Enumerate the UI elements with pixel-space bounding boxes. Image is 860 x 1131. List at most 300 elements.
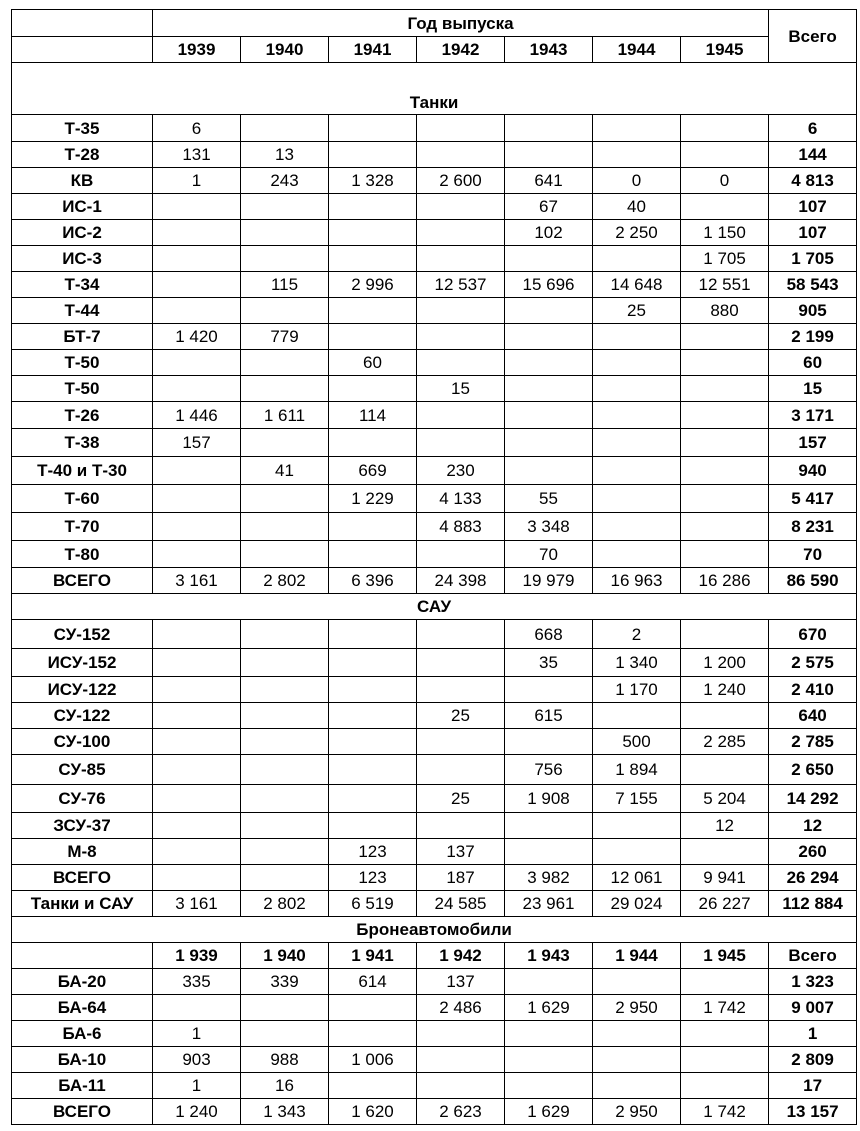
value-cell: 1 420 (153, 324, 241, 350)
value-cell (241, 298, 329, 324)
value-cell: 7 155 (593, 785, 681, 813)
value-cell (593, 350, 681, 376)
value-cell (153, 620, 241, 649)
value-cell: 5 204 (681, 785, 769, 813)
value-cell (153, 246, 241, 272)
value-cell (417, 142, 505, 168)
row-total: 2 199 (769, 324, 857, 350)
value-cell: 1 006 (329, 1047, 417, 1073)
value-cell (505, 246, 593, 272)
section-row (12, 594, 857, 620)
row-total: 640 (769, 703, 857, 729)
row-label: Т-80 (12, 541, 153, 568)
value-cell (505, 1073, 593, 1099)
value-cell: 1 611 (241, 402, 329, 429)
value-cell: 35 (505, 649, 593, 677)
table-row (12, 324, 857, 350)
row-label: КВ (12, 168, 153, 194)
table-row (12, 729, 857, 755)
value-cell (241, 194, 329, 220)
table-row (12, 429, 857, 457)
value-cell: 187 (417, 865, 505, 891)
value-cell: 131 (153, 142, 241, 168)
year-header: 1 945 (681, 943, 769, 969)
value-cell (417, 1073, 505, 1099)
value-cell: 1 (153, 168, 241, 194)
value-cell: 2 250 (593, 220, 681, 246)
section-row (12, 917, 857, 943)
value-cell (241, 649, 329, 677)
value-cell (681, 115, 769, 142)
table-row (12, 142, 857, 168)
value-cell: 137 (417, 969, 505, 995)
row-label: БА-64 (12, 995, 153, 1021)
value-cell (505, 729, 593, 755)
value-cell: 123 (329, 865, 417, 891)
row-total: 112 884 (769, 891, 857, 917)
row-label: Т-44 (12, 298, 153, 324)
row-total: 940 (769, 457, 857, 485)
row-label: БА-10 (12, 1047, 153, 1073)
value-cell (505, 1021, 593, 1047)
value-cell: 70 (505, 541, 593, 568)
table-row (12, 376, 857, 402)
header-row-years (12, 37, 857, 63)
table-row (12, 755, 857, 785)
value-cell: 1 150 (681, 220, 769, 246)
value-cell (505, 298, 593, 324)
value-cell (241, 485, 329, 513)
row-total: 12 (769, 813, 857, 839)
value-cell: 15 696 (505, 272, 593, 298)
value-cell (417, 729, 505, 755)
value-cell (681, 194, 769, 220)
year-header: 1 939 (153, 943, 241, 969)
value-cell (153, 220, 241, 246)
value-cell: 243 (241, 168, 329, 194)
value-cell: 614 (329, 969, 417, 995)
value-cell (681, 541, 769, 568)
value-cell (329, 755, 417, 785)
value-cell: 339 (241, 969, 329, 995)
value-cell (329, 194, 417, 220)
row-total: 905 (769, 298, 857, 324)
value-cell: 880 (681, 298, 769, 324)
row-label: ВСЕГО (12, 1099, 153, 1125)
value-cell (417, 324, 505, 350)
row-total: 5 417 (769, 485, 857, 513)
value-cell (153, 755, 241, 785)
section-row (12, 63, 857, 115)
value-cell: 615 (505, 703, 593, 729)
value-cell (593, 839, 681, 865)
corner-cell (12, 10, 153, 37)
value-cell: 25 (417, 785, 505, 813)
value-cell (417, 1021, 505, 1047)
value-cell: 2 996 (329, 272, 417, 298)
row-label: Т-34 (12, 272, 153, 298)
value-cell: 988 (241, 1047, 329, 1073)
value-cell: 335 (153, 969, 241, 995)
value-cell: 1 170 (593, 677, 681, 703)
year-header: 1942 (417, 37, 505, 63)
value-cell (241, 703, 329, 729)
value-cell: 1 629 (505, 995, 593, 1021)
row-label: ВСЕГО (12, 865, 153, 891)
value-cell (241, 813, 329, 839)
total-header: Всего (769, 10, 857, 63)
table-row (12, 1021, 857, 1047)
value-cell: 1 343 (241, 1099, 329, 1125)
row-total: 6 (769, 115, 857, 142)
table-row (12, 839, 857, 865)
year-header: 1 944 (593, 943, 681, 969)
value-cell (241, 513, 329, 541)
value-cell: 16 963 (593, 568, 681, 594)
value-cell (153, 194, 241, 220)
value-cell (593, 541, 681, 568)
row-total: 86 590 (769, 568, 857, 594)
table-row (12, 350, 857, 376)
value-cell (153, 649, 241, 677)
year-header: 1943 (505, 37, 593, 63)
value-cell (241, 541, 329, 568)
year-header: 1939 (153, 37, 241, 63)
value-cell (153, 541, 241, 568)
value-cell (681, 142, 769, 168)
row-total: 2 410 (769, 677, 857, 703)
value-cell: 2 950 (593, 1099, 681, 1125)
value-cell: 2 802 (241, 891, 329, 917)
value-cell (505, 429, 593, 457)
header-row-years (12, 943, 857, 969)
row-total: 107 (769, 194, 857, 220)
row-total: 8 231 (769, 513, 857, 541)
value-cell: 25 (593, 298, 681, 324)
table-row (12, 115, 857, 142)
value-cell: 1 229 (329, 485, 417, 513)
value-cell: 23 961 (505, 891, 593, 917)
table-row (12, 813, 857, 839)
value-cell: 1 742 (681, 1099, 769, 1125)
value-cell (329, 995, 417, 1021)
value-cell (329, 115, 417, 142)
value-cell: 2 623 (417, 1099, 505, 1125)
value-cell (593, 429, 681, 457)
value-cell (593, 246, 681, 272)
row-total: 15 (769, 376, 857, 402)
year-header: 1945 (681, 37, 769, 63)
value-cell (505, 142, 593, 168)
table-row (12, 457, 857, 485)
value-cell (329, 324, 417, 350)
value-cell: 1 742 (681, 995, 769, 1021)
value-cell: 12 551 (681, 272, 769, 298)
table-row (12, 1047, 857, 1073)
row-total: 157 (769, 429, 857, 457)
table-body (12, 10, 857, 1125)
row-total: 2 809 (769, 1047, 857, 1073)
value-cell (505, 677, 593, 703)
row-label: Т-60 (12, 485, 153, 513)
grand-total-row (12, 891, 857, 917)
value-cell: 641 (505, 168, 593, 194)
value-cell: 2 (593, 620, 681, 649)
row-label: Т-28 (12, 142, 153, 168)
value-cell (329, 513, 417, 541)
table-row (12, 168, 857, 194)
value-cell: 19 979 (505, 568, 593, 594)
row-total: 107 (769, 220, 857, 246)
value-cell (593, 485, 681, 513)
value-cell (593, 513, 681, 541)
value-cell (241, 429, 329, 457)
value-cell: 2 950 (593, 995, 681, 1021)
corner-cell (12, 37, 153, 63)
value-cell (417, 115, 505, 142)
value-cell (681, 376, 769, 402)
value-cell: 1 705 (681, 246, 769, 272)
value-cell (153, 485, 241, 513)
row-label: Т-26 (12, 402, 153, 429)
value-cell (593, 457, 681, 485)
value-cell (417, 677, 505, 703)
value-cell: 12 061 (593, 865, 681, 891)
row-total: 2 785 (769, 729, 857, 755)
value-cell: 500 (593, 729, 681, 755)
value-cell: 25 (417, 703, 505, 729)
value-cell: 756 (505, 755, 593, 785)
value-cell: 903 (153, 1047, 241, 1073)
summary-row (12, 865, 857, 891)
value-cell: 669 (329, 457, 417, 485)
section-title-armored-cars: Бронеавтомобили (12, 917, 857, 943)
row-label: СУ-122 (12, 703, 153, 729)
year-header: 1944 (593, 37, 681, 63)
value-cell (505, 1047, 593, 1073)
table-row (12, 649, 857, 677)
table-row (12, 272, 857, 298)
row-label: СУ-76 (12, 785, 153, 813)
summary-row (12, 568, 857, 594)
table-row (12, 1073, 857, 1099)
value-cell (681, 457, 769, 485)
value-cell: 15 (417, 376, 505, 402)
row-total: 58 543 (769, 272, 857, 298)
table-row (12, 220, 857, 246)
value-cell (241, 220, 329, 246)
value-cell (505, 376, 593, 402)
value-cell (593, 115, 681, 142)
value-cell (329, 1073, 417, 1099)
value-cell (153, 298, 241, 324)
table-row (12, 969, 857, 995)
value-cell (241, 376, 329, 402)
row-label: СУ-85 (12, 755, 153, 785)
section-title-sau: САУ (12, 594, 857, 620)
value-cell: 3 348 (505, 513, 593, 541)
section-title-tanks: Танки (12, 63, 857, 115)
value-cell: 60 (329, 350, 417, 376)
table-row (12, 541, 857, 568)
value-cell: 3 161 (153, 568, 241, 594)
value-cell: 1 620 (329, 1099, 417, 1125)
year-header: 1 942 (417, 943, 505, 969)
value-cell (681, 1021, 769, 1047)
value-cell: 114 (329, 402, 417, 429)
value-cell (241, 729, 329, 755)
value-cell: 4 883 (417, 513, 505, 541)
value-cell (505, 457, 593, 485)
value-cell (153, 785, 241, 813)
row-total: 4 813 (769, 168, 857, 194)
row-total: 60 (769, 350, 857, 376)
value-cell (505, 813, 593, 839)
row-label: Танки и САУ (12, 891, 153, 917)
table-row (12, 194, 857, 220)
value-cell: 779 (241, 324, 329, 350)
value-cell: 12 (681, 813, 769, 839)
value-cell (329, 703, 417, 729)
row-label: Т-38 (12, 429, 153, 457)
value-cell (417, 1047, 505, 1073)
value-cell (593, 402, 681, 429)
row-label: Т-35 (12, 115, 153, 142)
year-header: 1 943 (505, 943, 593, 969)
value-cell (681, 513, 769, 541)
value-cell (417, 649, 505, 677)
value-cell (593, 969, 681, 995)
value-cell: 1 894 (593, 755, 681, 785)
value-cell: 1 (153, 1073, 241, 1099)
value-cell (417, 350, 505, 376)
row-label: ВСЕГО (12, 568, 153, 594)
table-row (12, 402, 857, 429)
value-cell (241, 350, 329, 376)
value-cell (153, 729, 241, 755)
value-cell: 230 (417, 457, 505, 485)
value-cell (153, 677, 241, 703)
value-cell (417, 402, 505, 429)
value-cell (593, 376, 681, 402)
table-row (12, 703, 857, 729)
value-cell: 1 328 (329, 168, 417, 194)
value-cell (417, 813, 505, 839)
value-cell: 668 (505, 620, 593, 649)
row-total: 1 323 (769, 969, 857, 995)
value-cell (329, 142, 417, 168)
value-cell: 1 240 (681, 677, 769, 703)
value-cell (417, 246, 505, 272)
value-cell: 1 629 (505, 1099, 593, 1125)
value-cell: 0 (681, 168, 769, 194)
value-cell: 3 161 (153, 891, 241, 917)
value-cell: 67 (505, 194, 593, 220)
value-cell (153, 865, 241, 891)
value-cell (681, 402, 769, 429)
table-row (12, 485, 857, 513)
table-row (12, 677, 857, 703)
value-cell: 24 398 (417, 568, 505, 594)
row-total: 26 294 (769, 865, 857, 891)
row-label: ИСУ-152 (12, 649, 153, 677)
value-cell: 26 227 (681, 891, 769, 917)
value-cell (593, 1047, 681, 1073)
table-row (12, 620, 857, 649)
value-cell: 1 200 (681, 649, 769, 677)
value-cell (153, 457, 241, 485)
value-cell: 1 908 (505, 785, 593, 813)
year-header: 1940 (241, 37, 329, 63)
row-total: 260 (769, 839, 857, 865)
value-cell (417, 429, 505, 457)
row-total: 144 (769, 142, 857, 168)
value-cell (241, 839, 329, 865)
row-total: 2 575 (769, 649, 857, 677)
row-total: 14 292 (769, 785, 857, 813)
table-row (12, 513, 857, 541)
value-cell (681, 755, 769, 785)
value-cell (593, 324, 681, 350)
row-total: 2 650 (769, 755, 857, 785)
row-label: М-8 (12, 839, 153, 865)
value-cell: 6 396 (329, 568, 417, 594)
value-cell (417, 541, 505, 568)
value-cell (681, 703, 769, 729)
value-cell: 157 (153, 429, 241, 457)
value-cell: 6 (153, 115, 241, 142)
year-header: 1 940 (241, 943, 329, 969)
value-cell: 1 240 (153, 1099, 241, 1125)
row-label: ЗСУ-37 (12, 813, 153, 839)
row-label: БА-20 (12, 969, 153, 995)
summary-row (12, 1099, 857, 1125)
value-cell (241, 1021, 329, 1047)
value-cell (417, 755, 505, 785)
value-cell (153, 376, 241, 402)
value-cell: 3 982 (505, 865, 593, 891)
value-cell (681, 485, 769, 513)
value-cell (153, 513, 241, 541)
corner-cell (12, 943, 153, 969)
row-total: 1 705 (769, 246, 857, 272)
table-row (12, 246, 857, 272)
value-cell (329, 298, 417, 324)
value-cell (329, 813, 417, 839)
header-row-title (12, 10, 857, 37)
row-label: БТ-7 (12, 324, 153, 350)
value-cell: 6 519 (329, 891, 417, 917)
value-cell: 1 340 (593, 649, 681, 677)
row-label: ИС-2 (12, 220, 153, 246)
value-cell: 41 (241, 457, 329, 485)
value-cell (329, 677, 417, 703)
value-cell (241, 785, 329, 813)
value-cell (153, 272, 241, 298)
value-cell (593, 142, 681, 168)
value-cell (329, 729, 417, 755)
value-cell: 1 446 (153, 402, 241, 429)
value-cell (417, 220, 505, 246)
value-cell (681, 839, 769, 865)
value-cell (329, 246, 417, 272)
year-header: 1941 (329, 37, 417, 63)
row-total: 9 007 (769, 995, 857, 1021)
value-cell: 16 (241, 1073, 329, 1099)
value-cell: 2 802 (241, 568, 329, 594)
value-cell: 24 585 (417, 891, 505, 917)
value-cell (417, 298, 505, 324)
